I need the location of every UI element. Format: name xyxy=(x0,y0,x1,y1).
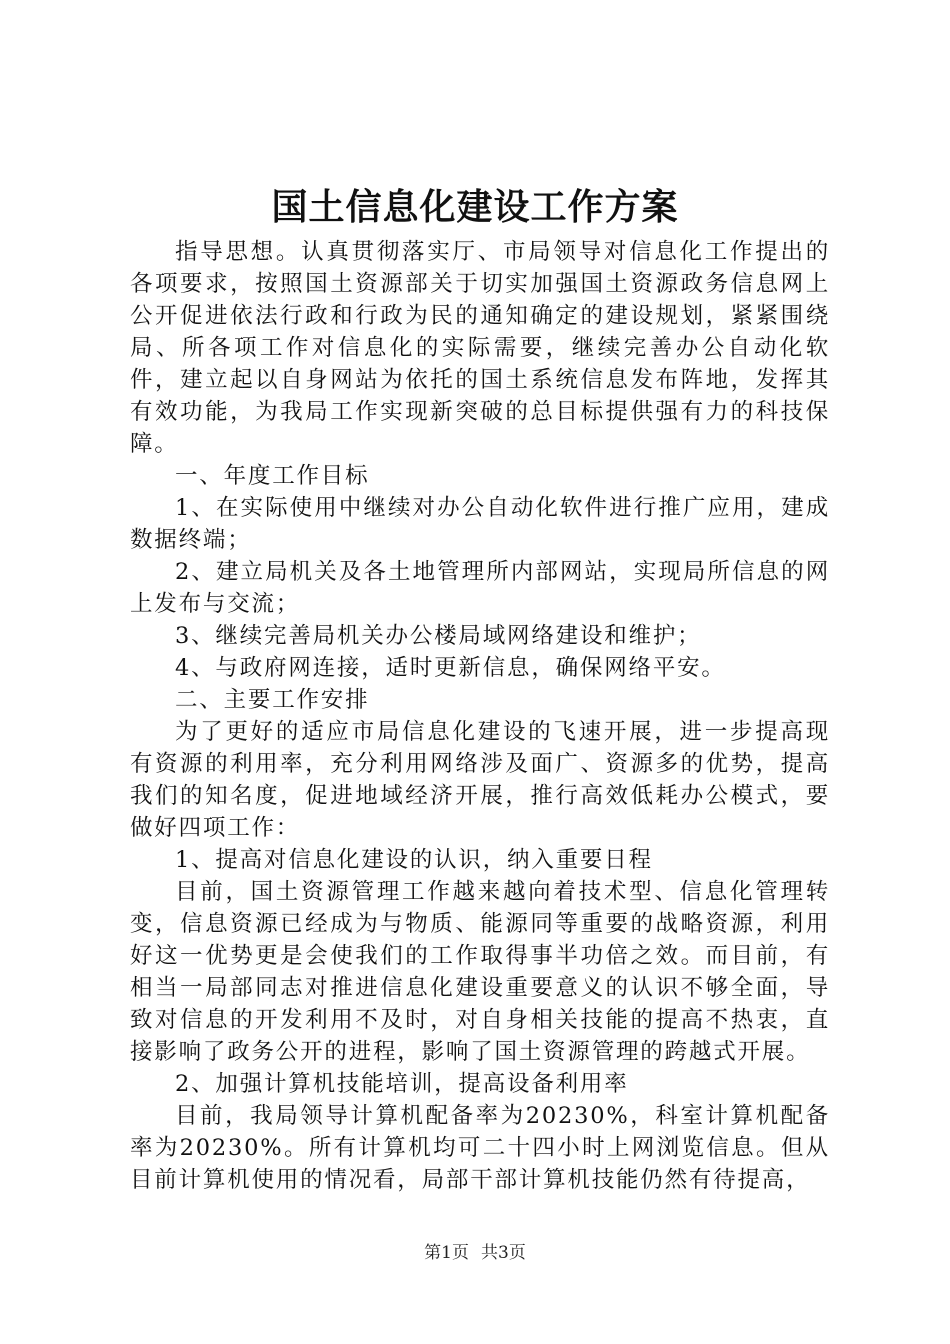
section-heading-main-arrangements: 二、主要工作安排 xyxy=(175,687,370,713)
subheading-training: 2、加强计算机技能培训，提高设备利用率 xyxy=(175,1071,629,1097)
page-footer xyxy=(0,1240,950,1266)
paragraph-guiding-thought: 指导思想。认真贯彻落实厅、市局领导对信息化工作提出的各项要求，按照国土资源部关于切实加强国土资源政务信息网上公开促进依法行政和行政为民的通知确定的建设规划，紧紧围绕局、所各项工作对信息化的实际需要，继续完善办公自动化软件，建立起以自身网站为依托的国土系统信息发布阵地，发挥其有效功能，为我局工作实现新突破的总目标提供强有力的科技保障。 xyxy=(130,239,830,457)
paragraph-training: 目前，我局领导计算机配备率为20230%，科室计算机配备率为20230%。所有计算机均可二十四小时上网浏览信息。但从目前计算机使用的情况看，局部干部计算机技能仍然有待提高， xyxy=(130,1103,830,1193)
page-total: 共3页 xyxy=(481,1243,526,1263)
list-item-goal-4: 4、与政府网连接，适时更新信息，确保网络平安。 xyxy=(175,655,726,681)
document-body xyxy=(130,236,830,1196)
page-number: 第1页 xyxy=(424,1243,469,1263)
paragraph-awareness: 目前，国土资源管理工作越来越向着技术型、信息化管理转变，信息资源已经成为与物质、能源同等重要的战略资源，利用好这一优势更是会使我们的工作取得事半功倍之效。而目前，有相当一局部同志对推进信息化建设重要意义的认识不够全面，导致对信息的开发利用不及时，对自身相关技能的提高不热衷，直接影响了政务公开的进程，影响了国土资源管理的跨越式开展。 xyxy=(130,879,830,1065)
list-item-goal-3: 3、继续完善局机关办公楼局域网络建设和维护； xyxy=(175,623,702,649)
subheading-awareness: 1、提高对信息化建设的认识，纳入重要日程 xyxy=(175,847,653,873)
list-item-goal-2: 2、建立局机关及各土地管理所内部网站，实现局所信息的网上发布与交流； xyxy=(130,559,830,617)
section-heading-annual-goals: 一、年度工作目标 xyxy=(175,463,370,489)
document-title: 国土信息化建设工作方案 xyxy=(271,186,679,228)
paragraph-arrangements-intro: 为了更好的适应市局信息化建设的飞速开展，进一步提高现有资源的利用率，充分利用网络涉及面广、资源多的优势，提高我们的知名度，促进地域经济开展，推行高效低耗办公模式，要做好四项工作： xyxy=(130,719,830,841)
list-item-goal-1: 1、在实际使用中继续对办公自动化软件进行推广应用，建成数据终端； xyxy=(130,495,830,553)
